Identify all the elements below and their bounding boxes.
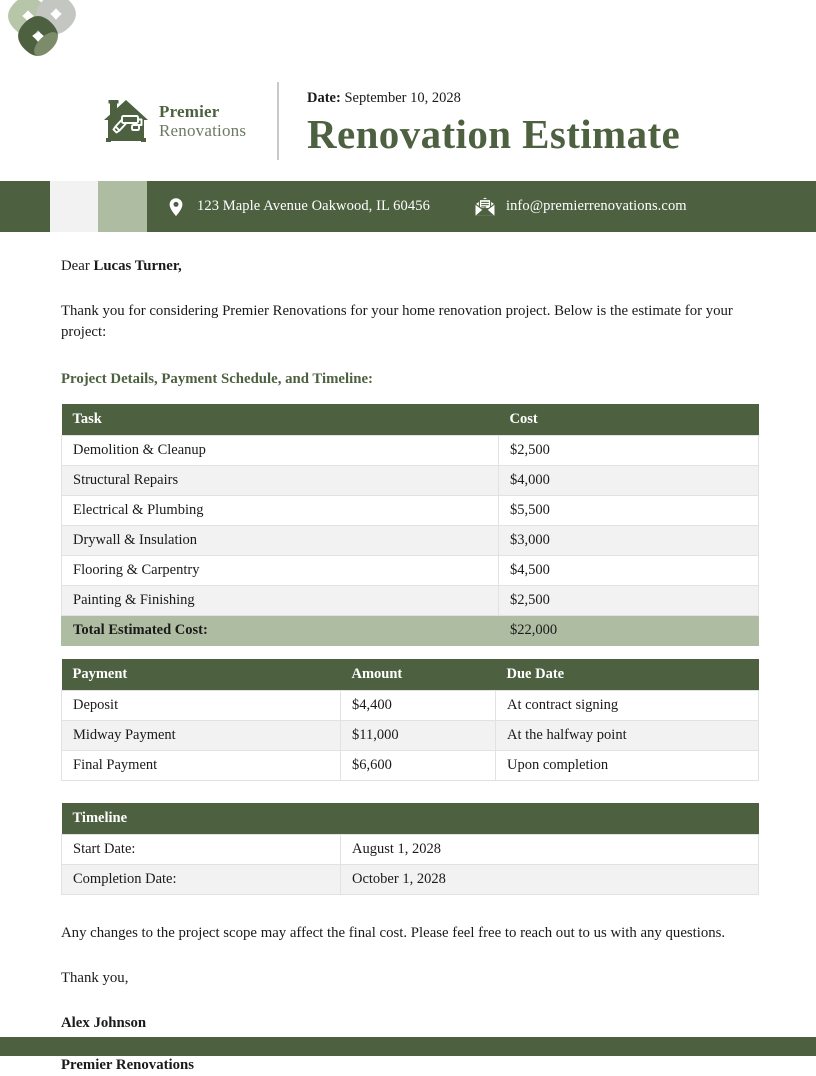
envelope-icon (474, 196, 496, 218)
timeline-label: Completion Date: (62, 865, 341, 895)
table-row (62, 691, 759, 721)
task-cost: $4,000 (499, 466, 759, 496)
table-row (62, 526, 759, 556)
page-title: Renovation Estimate (307, 110, 681, 157)
payment-header-due: Due Date (496, 659, 759, 691)
table-row (62, 586, 759, 616)
address-text: 123 Maple Avenue Oakwood, IL 60456 (197, 198, 430, 214)
task-cost: $5,500 (499, 496, 759, 526)
task-name: Flooring & Carpentry (62, 556, 499, 586)
map-pin-icon (165, 196, 187, 218)
brand-lockup (100, 95, 265, 147)
task-name: Demolition & Cleanup (62, 436, 499, 466)
document-body (0, 232, 816, 1076)
table-row (62, 751, 759, 781)
task-name: Structural Repairs (62, 466, 499, 496)
total-row (62, 616, 759, 646)
payment-name: Midway Payment (62, 721, 341, 751)
contact-items (165, 181, 731, 232)
recipient-name: Lucas Turner, (93, 258, 182, 274)
payment-amount: $11,000 (341, 721, 496, 751)
date-value: September 10, 2028 (344, 89, 461, 106)
salutation-prefix: Dear (61, 258, 94, 274)
tasks-table (61, 404, 759, 646)
task-name: Drywall & Insulation (62, 526, 499, 556)
closing-note: Any changes to the project scope may affect the final cost. Please feel free to reach out to us with any questions. (61, 925, 726, 941)
payment-name: Final Payment (62, 751, 341, 781)
contact-bar (0, 181, 816, 232)
email-text: info@premierrenovations.com (505, 198, 687, 214)
contact-email (474, 196, 687, 218)
payment-header-amount: Amount (341, 659, 496, 691)
payment-name: Deposit (62, 691, 341, 721)
tasks-header-task: Task (62, 404, 499, 436)
contact-bar-sage-accent (98, 181, 147, 232)
salutation (61, 256, 758, 277)
contact-address (165, 196, 430, 218)
table-row (62, 556, 759, 586)
payment-schedule-table (61, 659, 759, 781)
brand-name (159, 102, 246, 140)
timeline-value: August 1, 2028 (341, 835, 759, 865)
task-cost: $2,500 (499, 586, 759, 616)
payment-due: At contract signing (496, 691, 759, 721)
task-cost: $4,500 (499, 556, 759, 586)
brand-name-line-1: Premier (159, 101, 220, 121)
intro-paragraph: Thank you for considering Premier Renovations for your home renovation project. Below is the estimate for your project: (61, 303, 733, 340)
timeline-header-label: Timeline (62, 803, 341, 835)
date-label: Date: (307, 89, 341, 106)
total-value: $22,000 (499, 616, 759, 646)
table-row (62, 436, 759, 466)
contact-bar-white-accent (50, 181, 98, 232)
payment-amount: $6,600 (341, 751, 496, 781)
table-row (62, 835, 759, 865)
table-header-row (62, 803, 759, 835)
table-row (62, 496, 759, 526)
payment-due: Upon completion (496, 751, 759, 781)
total-label: Total Estimated Cost: (62, 616, 499, 646)
task-name: Electrical & Plumbing (62, 496, 499, 526)
tasks-header-cost: Cost (499, 404, 759, 436)
document-header (0, 62, 816, 180)
task-name: Painting & Finishing (62, 586, 499, 616)
signer-name: Alex Johnson (61, 1015, 147, 1031)
table-row (62, 466, 759, 496)
table-row (62, 865, 759, 895)
payment-due: At the halfway point (496, 721, 759, 751)
header-text-block (307, 88, 680, 155)
signer-company: Premier Renovations (61, 1057, 195, 1073)
footer-bar (0, 1037, 816, 1056)
timeline-value: October 1, 2028 (341, 865, 759, 895)
payment-amount: $4,400 (341, 691, 496, 721)
house-paint-roller-icon (100, 95, 152, 147)
table-row (62, 721, 759, 751)
task-cost: $2,500 (499, 436, 759, 466)
corner-flower-decoration (0, 0, 80, 62)
brand-name-line-2: Renovations (159, 121, 247, 140)
section-heading: Project Details, Payment Schedule, and Timeline: (61, 371, 373, 387)
document-date (307, 90, 680, 107)
thanks-line: Thank you, (61, 970, 129, 986)
timeline-header-empty (341, 803, 759, 835)
table-header-row (62, 404, 759, 436)
task-cost: $3,000 (499, 526, 759, 556)
payment-header-payment: Payment (62, 659, 341, 691)
timeline-label: Start Date: (62, 835, 341, 865)
table-header-row (62, 659, 759, 691)
header-vertical-divider (277, 82, 279, 160)
timeline-table (61, 803, 759, 895)
